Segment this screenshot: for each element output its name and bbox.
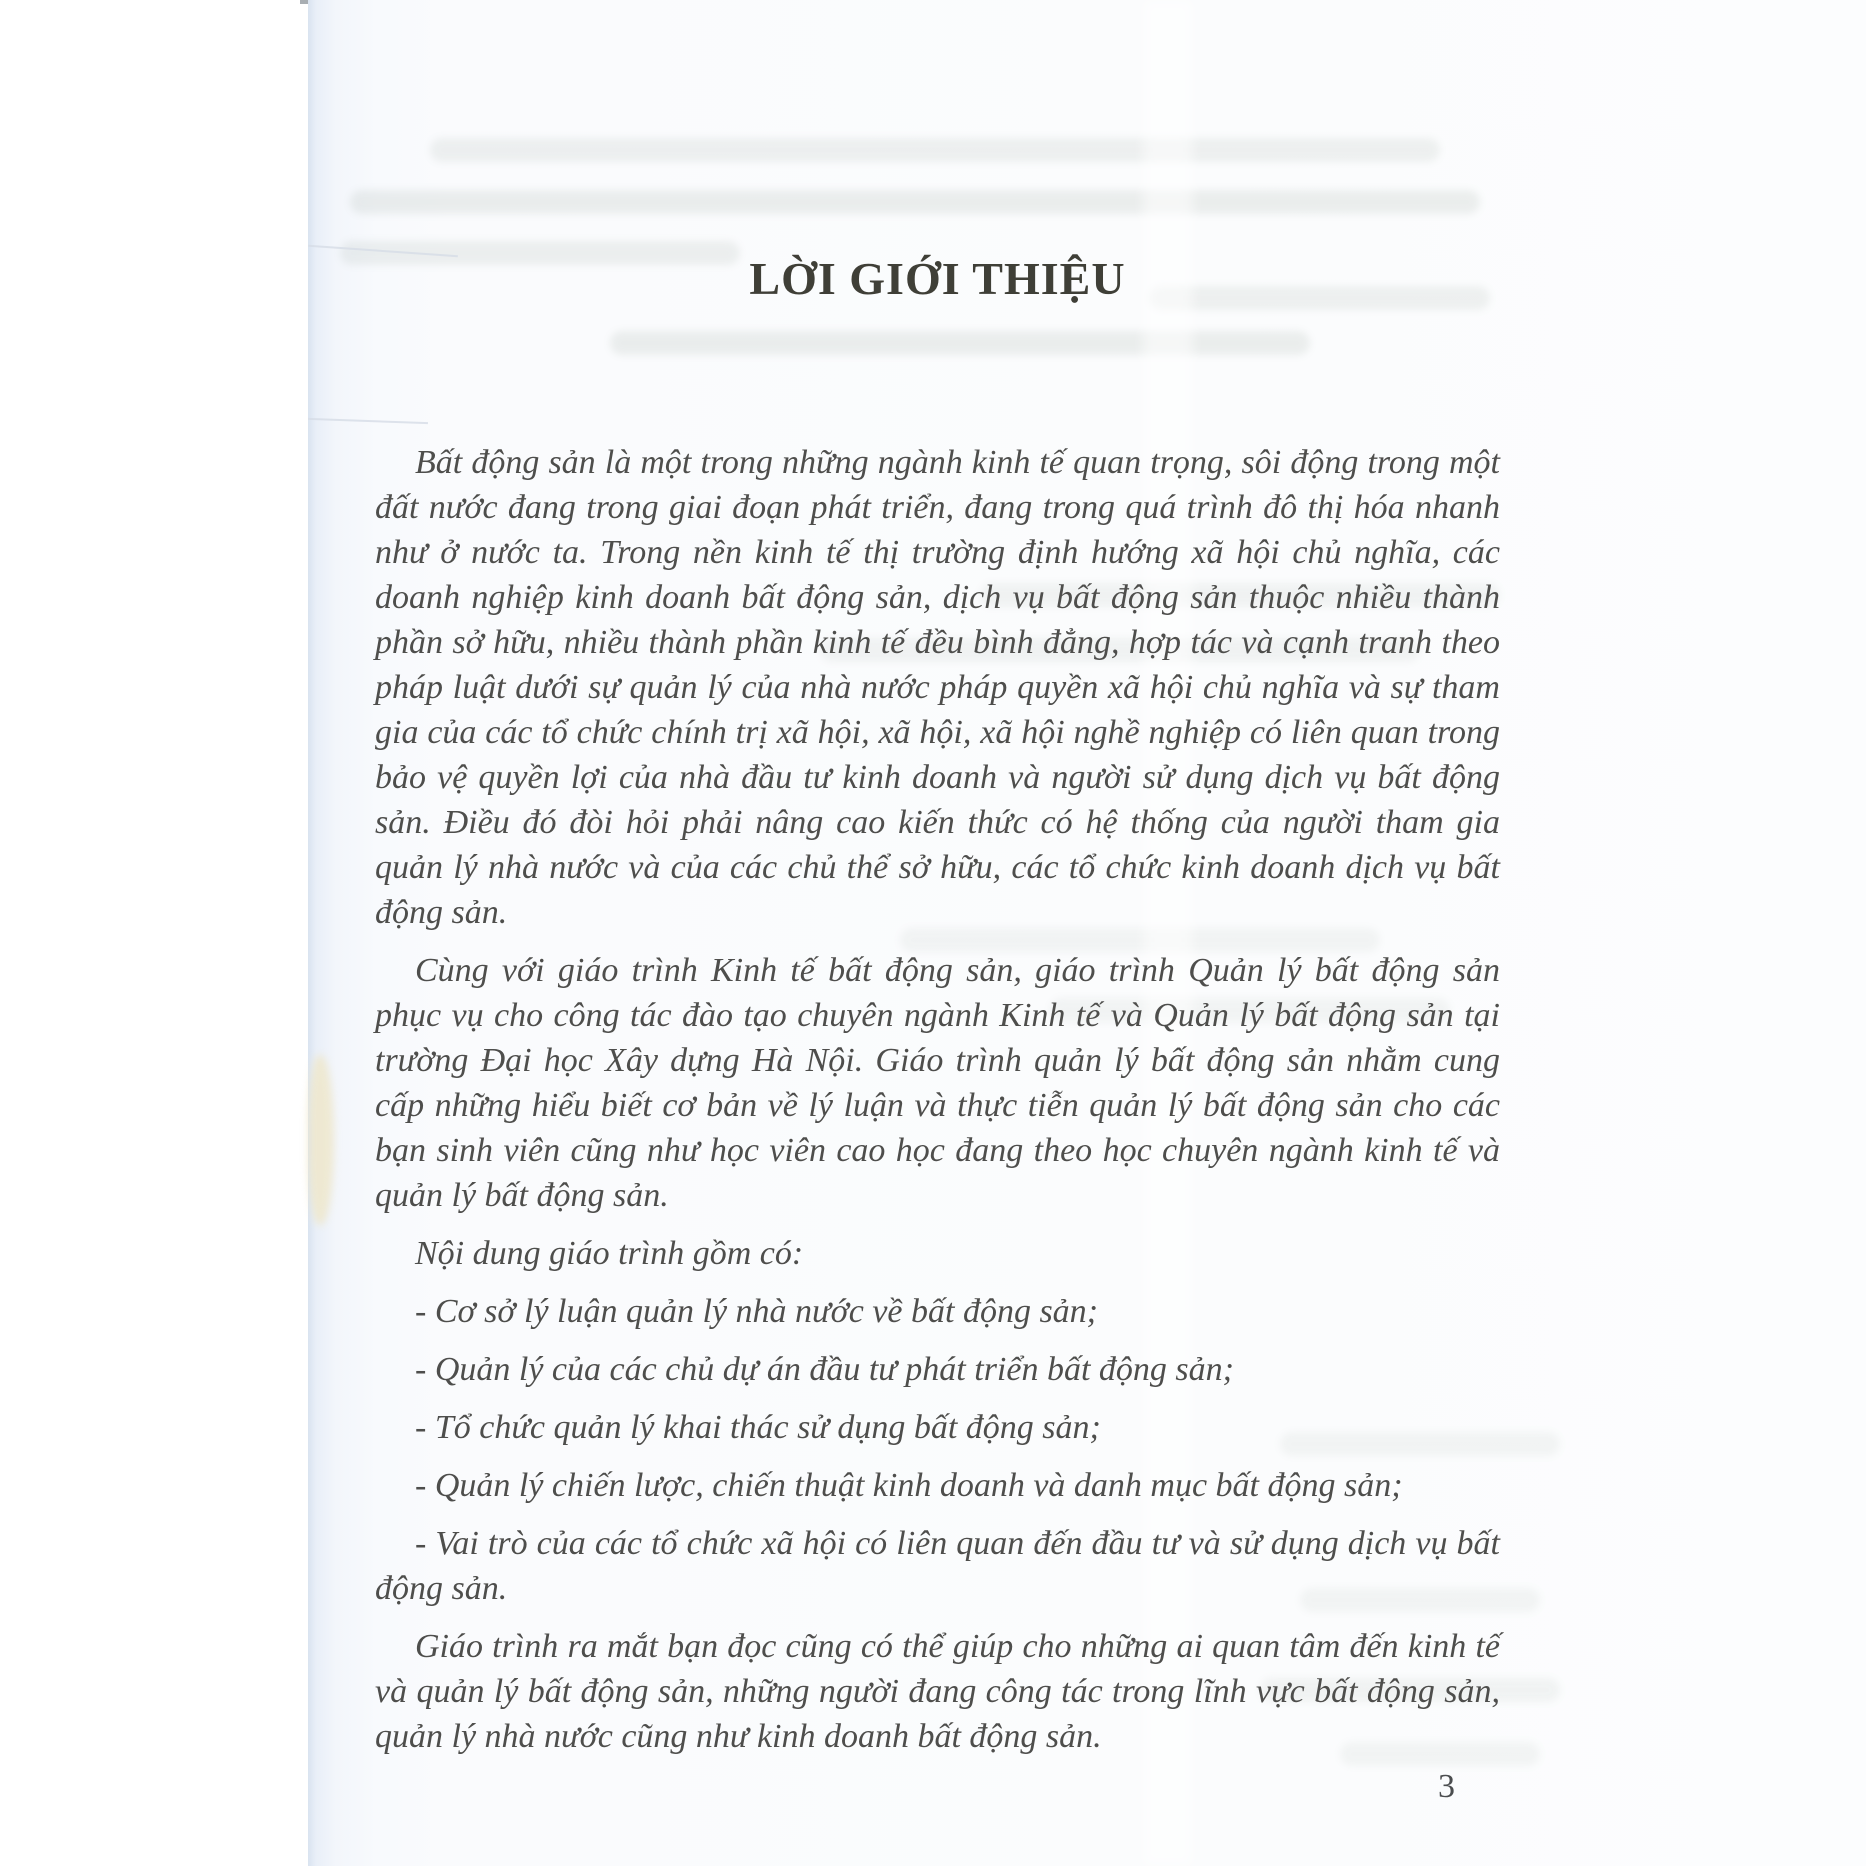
body-text	[375, 440, 1500, 1759]
paragraph-intro: Bất động sản là một trong những ngành kinh tế quan trọng, sôi động trong một đất nước đang trong giai đoạn phát triển, đang trong quá trình đô thị hóa nhanh như ở nước ta. Trong nền kinh tế thị trường định hướng xã hội chủ nghĩa, các doanh nghiệp kinh doanh bất động sản, dịch vụ bất động sản thuộc nhiều thành phần sở hữu, nhiều thành phần kinh tế đều bình đẳng, hợp tác và cạnh tranh theo pháp luật dưới sự quản lý của nhà nước pháp quyền xã hội chủ nghĩa và sự tham gia của các tổ chức chính trị xã hội, xã hội, xã hội nghề nghiệp có liên quan trong bảo vệ quyền lợi của nhà đầu tư kinh doanh và người sử dụng dịch vụ bất động sản. Điều đó đòi hỏi phải nâng cao kiến thức có hệ thống của người tham gia quản lý nhà nước và của các chủ thể sở hữu, các tổ chức kinh doanh dịch vụ bất động sản.	[375, 444, 1500, 931]
list-item: - Quản lý chiến lược, chiến thuật kinh doanh và danh mục bất động sản;	[415, 1467, 1403, 1504]
list-item: - Tổ chức quản lý khai thác sử dụng bất động sản;	[415, 1409, 1101, 1446]
page	[308, 0, 1866, 1866]
list-item: - Quản lý của các chủ dự án đầu tư phát triển bất động sản;	[415, 1351, 1234, 1388]
page-number: 3	[1438, 1768, 1455, 1805]
list-item: - Cơ sở lý luận quản lý nhà nước về bất động sản;	[415, 1293, 1099, 1330]
bleed-through-artifact	[610, 331, 1310, 355]
bleed-through-artifact	[430, 138, 1440, 162]
page-crease-artifact	[308, 418, 428, 424]
list-item: - Vai trò của các tổ chức xã hội có liên quan đến đầu tư và sử dụng dịch vụ bất động sản.	[375, 1525, 1500, 1607]
paragraph-closing: Giáo trình ra mắt bạn đọc cũng có thể giúp cho những ai quan tâm đến kinh tế và quản lý bất động sản, những người đang công tác trong lĩnh vực bất động sản, quản lý nhà nước cũng như kinh doanh bất động sản.	[375, 1628, 1500, 1755]
paper-stain-artifact	[308, 1055, 334, 1225]
paragraph-contents-lead: Nội dung giáo trình gồm có:	[415, 1235, 804, 1272]
page-title: LỜI GIỚI THIỆU	[749, 253, 1126, 304]
paragraph-purpose: Cùng với giáo trình Kinh tế bất động sản, giáo trình Quản lý bất động sản phục vụ cho công tác đào tạo chuyên ngành Kinh tế và Quản lý bất động sản tại trường Đại học Xây dựng Hà Nội. Giáo trình quản lý bất động sản nhằm cung cấp những hiểu biết cơ bản về lý luận và thực tiễn quản lý bất động sản cho các bạn sinh viên cũng như học viên cao học đang theo học chuyên ngành kinh tế và quản lý bất động sản.	[375, 952, 1500, 1214]
bleed-through-artifact	[350, 190, 1480, 214]
